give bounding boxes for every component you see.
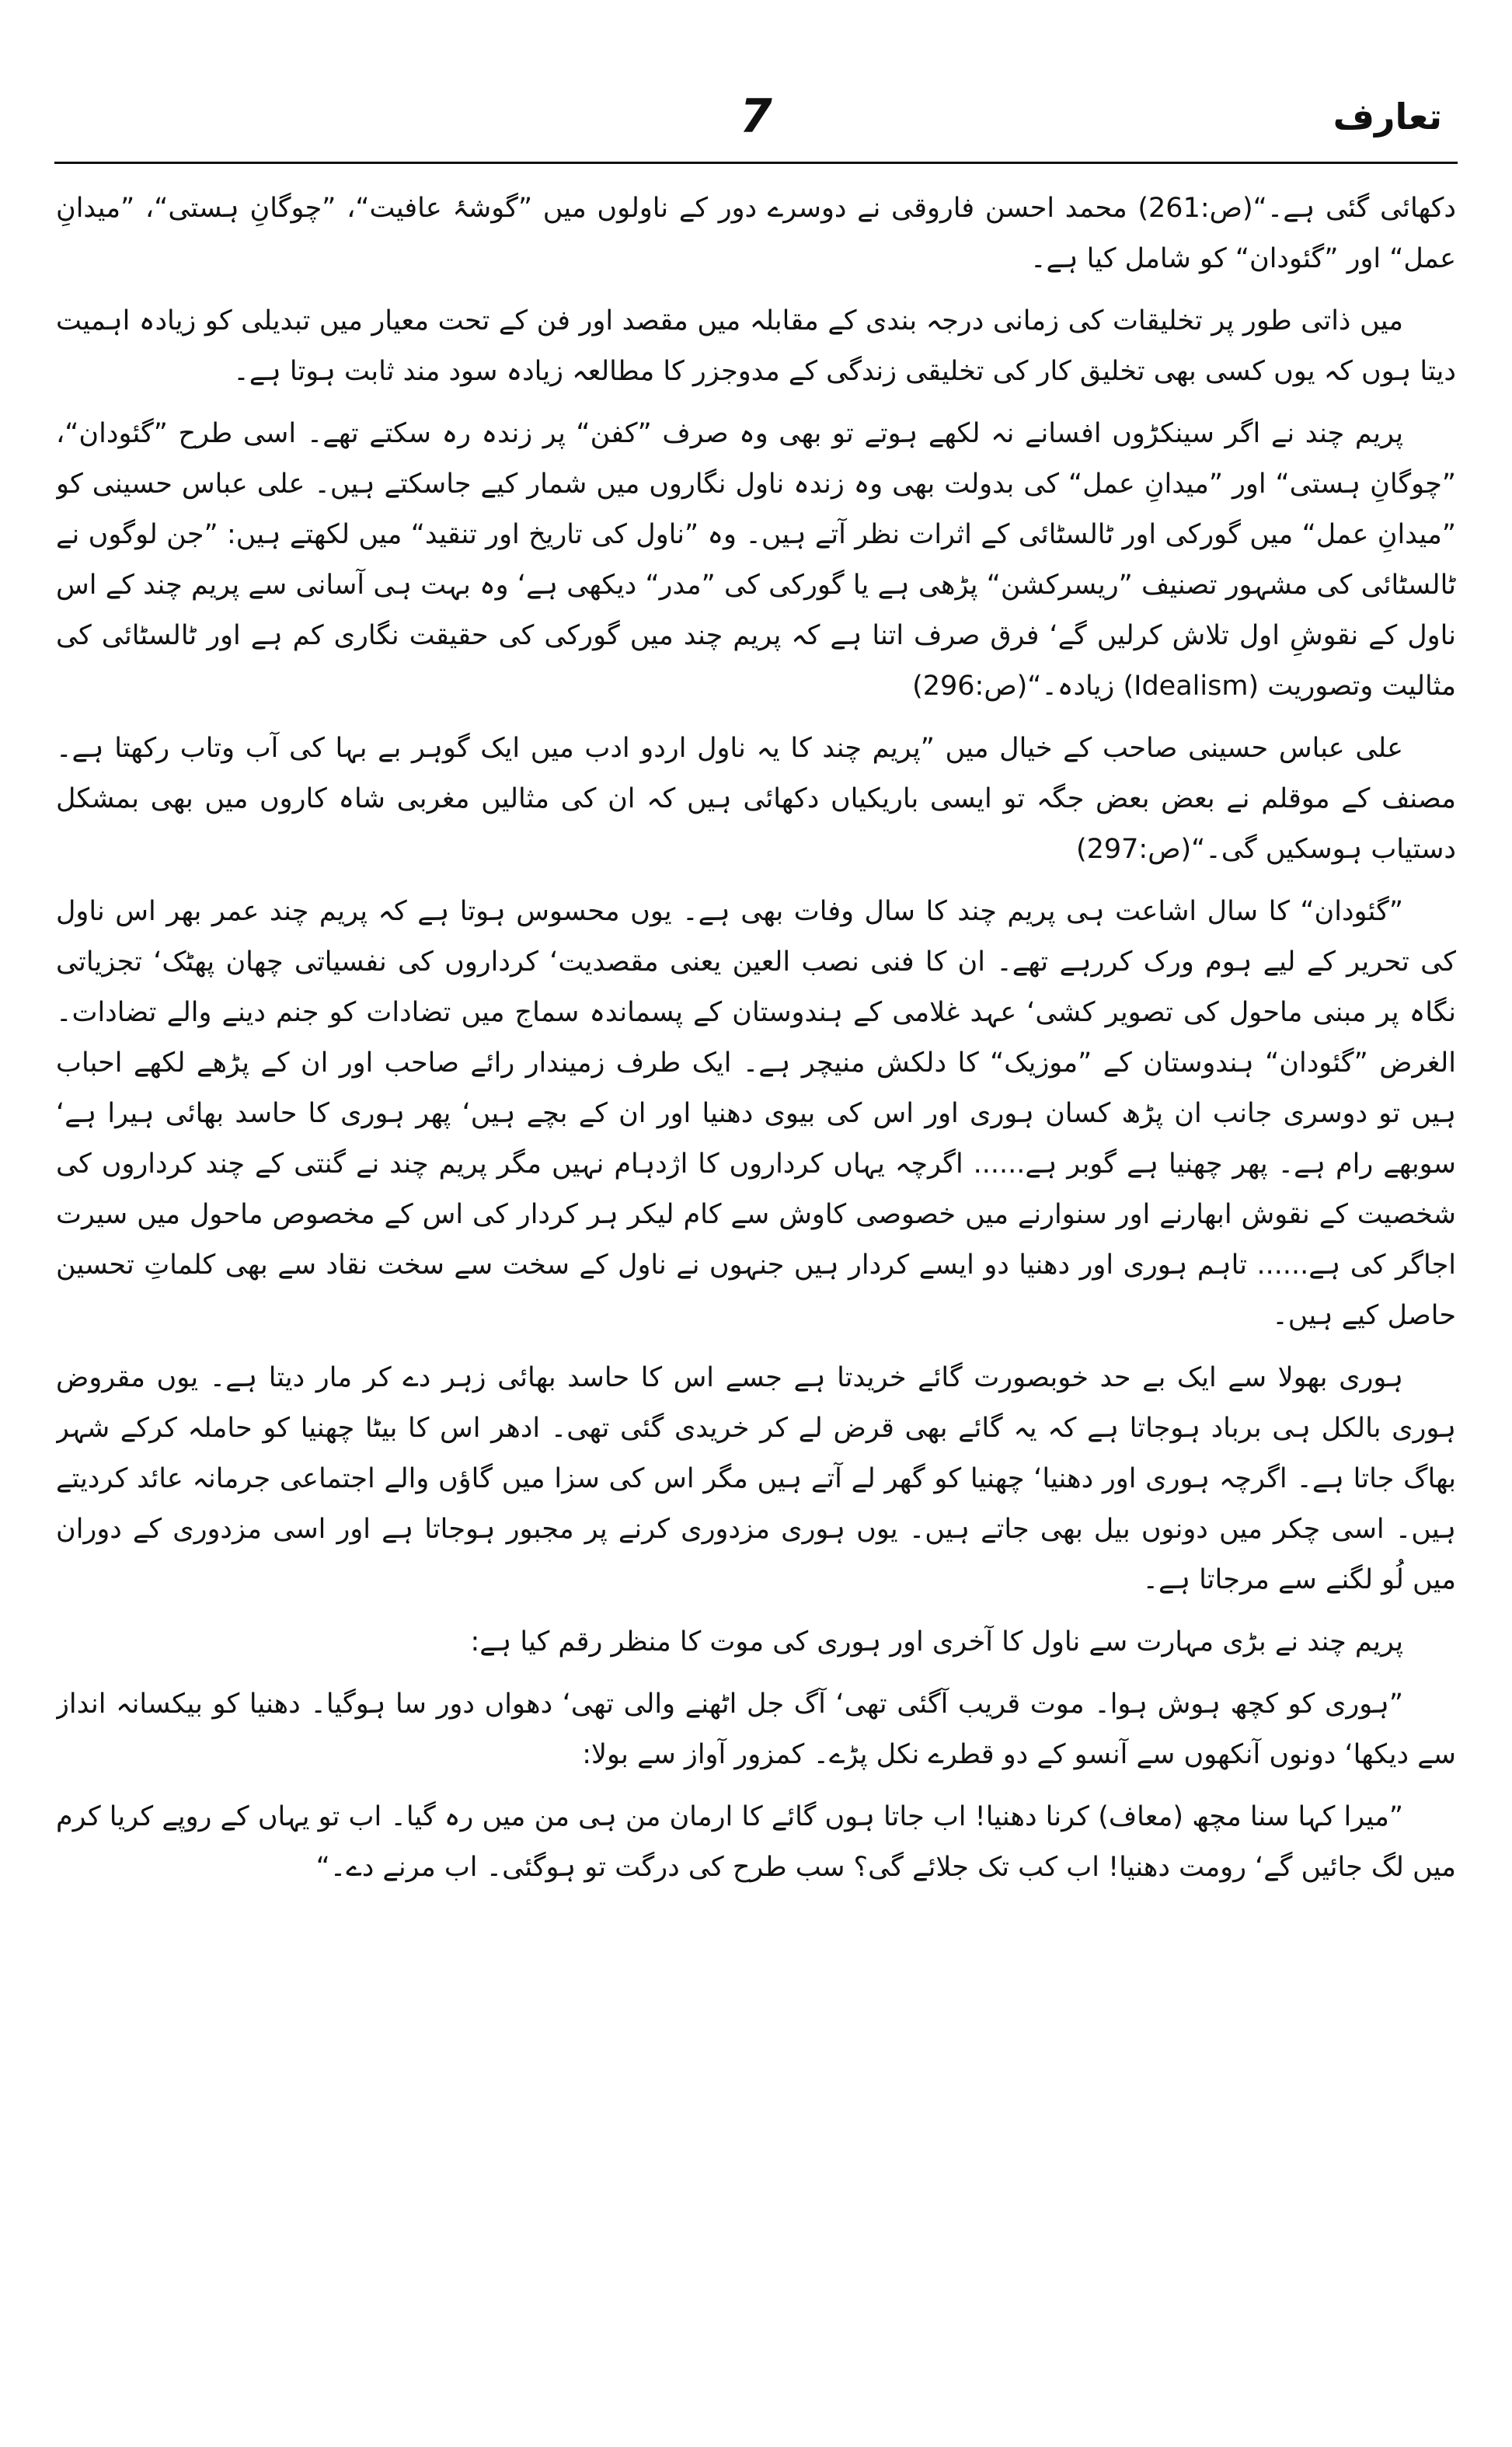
paragraph-5: ”گئودان“ کا سال اشاعت ہی پریم چند کا سال وفات بھی ہے۔ یوں محسوس ہوتا ہے کہ پریم چند عمر بھر اس ناول کی تحریر کے لیے ہوم ورک کررہے تھے۔ ان کا فنی نصب العین یعنی مقصدیت‘ کرداروں کی نفسیاتی چھان پھٹک‘ تجزیاتی نگاہ پر مبنی ماحول کی تصویر کشی‘ عہد غلامی کے ہندوستان کے پسماندہ سماج میں تضادات کو جنم دینے والے تضادات۔ الغرض ”گئودان“ ہندوستان کے ”موزیک“ کا دلکش منیچر ہے۔ ایک طرف زمیندار رائے صاحب اور ان کے پڑھے لکھے احباب ہیں تو دوسری جانب ان پڑھ کسان ہوری اور اس کی بیوی دھنیا اور ان کے بچے ہیں‘ پھر ہوری کا حاسد بھائی ہیرا ہے‘ سوبھے رام ہے۔ پھر چھنیا ہے گوبر ہے...... اگرچہ یہاں کرداروں کا اژدہام نہیں مگر پریم چند نے گنتی کے چند کرداروں کی شخصیت کے نقوش ابھارنے اور سنوارنے میں خصوصی کاوش سے کام لیکر ہر کردار کی اس کے مخصوص ماحول میں سیرت اجاگر کی ہے...... تاہم ہوری اور دھنیا دو ایسے کردار ہیں جنہوں نے ناول کے سخت سے سخت نقاد سے بھی کلماتِ تحسین حاصل کیے ہیں۔ — [56, 896, 1456, 1331]
quote-paragraph-2: ”میرا کہا سنا مچھ (معاف) کرنا دھنیا! اب جاتا ہوں گائے کا ارمان من ہی من میں رہ گیا۔ اب تو یہاں کے روپے کریا کرم میں لگ جائیں گے‘ رومت دھنیا! اب کب تک جلائے گی؟ سب طرح کی درگت تو ہوگئی۔ اب مرنے دے۔“ — [56, 1801, 1456, 1883]
page-header — [54, 78, 1458, 163]
running-title: تعارف — [1333, 96, 1442, 138]
header-rule — [54, 162, 1458, 164]
paragraph-6: ہوری بھولا سے ایک بے حد خوبصورت گائے خریدتا ہے جسے اس کا حاسد بھائی زہر دے کر مار دیتا ہے۔ یوں مقروض ہوری بالکل ہی برباد ہوجاتا ہے کہ یہ گائے بھی قرض لے کر خریدی گئی تھی۔ ادھر اس کا بیٹا چھنیا کو حاملہ کرکے شہر بھاگ جاتا ہے۔ اگرچہ ہوری اور دھنیا‘ چھنیا کو گھر لے آتے ہیں مگر اس کی سزا میں گاؤں والے اجتماعی جرمانہ عائد کردیتے ہیں۔ اسی چکر میں دونوں بیل بھی جاتے ہیں۔ یوں ہوری مزدوری کرنے پر مجبور ہوجاتا ہے اور اسی مزدوری کے دوران میں لُو لگنے سے مرجاتا ہے۔ — [56, 1362, 1456, 1595]
paragraph-4: علی عباس حسینی صاحب کے خیال میں ”پریم چند کا یہ ناول اردو ادب میں ایک گوہر بے بہا کی آب وتاب رکھتا ہے۔ مصنف کے موقلم نے بعض بعض جگہ تو ایسی باریکیاں دکھائی ہیں کہ ان کی مثالیں مغربی شاہ کاروں میں بھی بمشکل دستیاب ہوسکیں گی۔“(ص:297) — [56, 733, 1456, 865]
paragraph-3: پریم چند نے اگر سینکڑوں افسانے نہ لکھے ہوتے تو بھی وہ صرف ”کفن“ پر زندہ رہ سکتے تھے۔ اسی طرح ”گئودان“، ”چوگانِ ہستی“ اور ”میدانِ عمل“ کی بدولت بھی وہ زندہ ناول نگاروں میں شمار کیے جاسکتے ہیں۔ علی عباس حسینی کو ”میدانِ عمل“ میں گورکی اور ٹالسٹائی کے اثرات نظر آتے ہیں۔ وہ ”ناول کی تاریخ اور تنقید“ میں لکھتے ہیں: ”جن لوگوں نے ٹالسٹائی کی مشہور تصنیف ”ریسرکشن“ پڑھی ہے یا گورکی کی ”مدر“ دیکھی ہے‘ وہ بہت ہی آسانی سے پریم چند کے اس ناول کے نقوشِ اول تلاش کرلیں گے‘ فرق صرف اتنا ہے کہ پریم چند میں گورکی کی حقیقت نگاری کم ہے اور ٹالسٹائی کی مثالیت وتصوریت (Idealism) زیادہ۔“(ص:296) — [56, 418, 1456, 702]
quote-paragraph-1: ”ہوری کو کچھ ہوش ہوا۔ موت قریب آگئی تھی‘ آگ جل اٹھنے والی تھی‘ دھواں دور سا ہوگیا۔ دھنیا کو بیکسانہ انداز سے دیکھا‘ دونوں آنکھوں سے آنسو کے دو قطرے نکل پڑے۔ کمزور آواز سے بولا: — [56, 1689, 1456, 1770]
body-text — [56, 183, 1456, 2416]
paragraph-1: دکھائی گئی ہے۔“(ص:261) محمد احسن فاروقی نے دوسرے دور کے ناولوں میں ”گوشۂ عافیت“، ”چوگانِ ہستی“، ”میدانِ عمل“ اور ”گئودان“ کو شامل کیا ہے۔ — [56, 193, 1456, 274]
paragraph-2: میں ذاتی طور پر تخلیقات کی زمانی درجہ بندی کے مقابلہ میں مقصد اور فن کے تحت معیار میں تبدیلی کو زیادہ اہمیت دیتا ہوں کہ یوں کسی بھی تخلیق کار کی تخلیقی زندگی کے مدوجزر کا مطالعہ زیادہ سود مند ثابت ہوتا ہے۔ — [56, 305, 1456, 387]
paragraph-7: پریم چند نے بڑی مہارت سے ناول کا آخری اور ہوری کی موت کا منظر رقم کیا ہے: — [470, 1626, 1403, 1657]
page-number: 7 — [740, 89, 772, 144]
